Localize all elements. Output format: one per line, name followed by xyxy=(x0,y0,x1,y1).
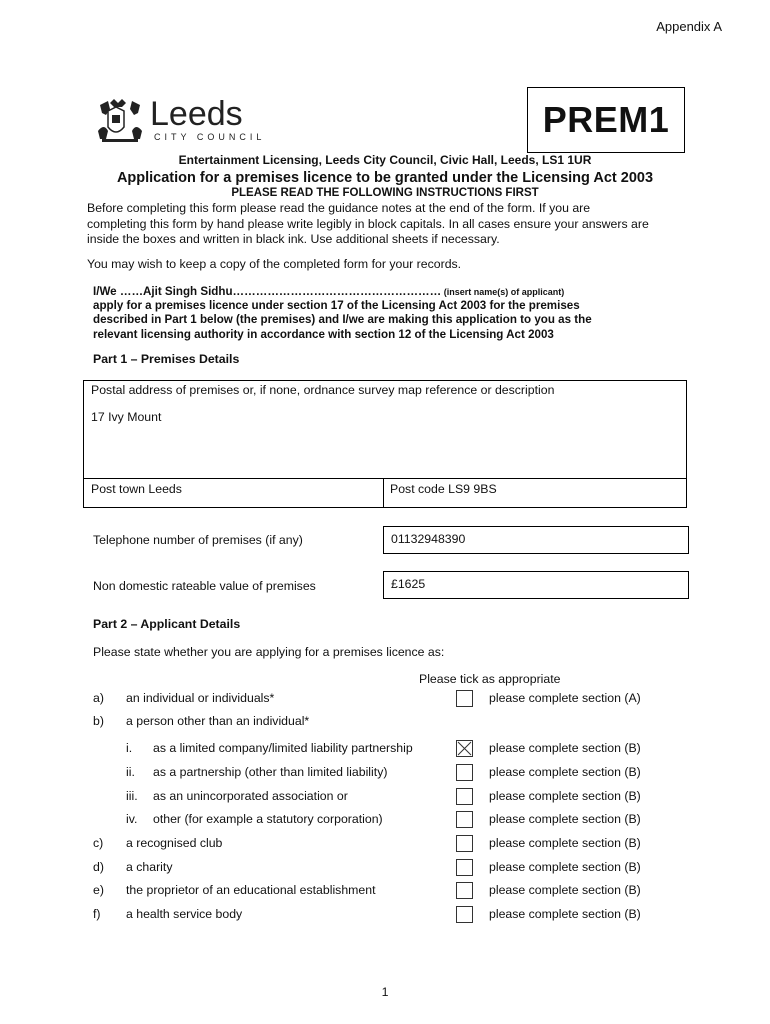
copy-note: You may wish to keep a copy of the completed form for your records. xyxy=(87,257,462,271)
option-section: please complete section (B) xyxy=(489,836,641,850)
telephone-field[interactable]: 01132948390 xyxy=(383,526,689,554)
form-code: PREM1 xyxy=(542,99,670,140)
tick-header: Please tick as appropriate xyxy=(419,672,561,686)
option-checkbox[interactable] xyxy=(456,788,473,805)
option-section: please complete section (B) xyxy=(489,883,641,897)
cross-mark-icon xyxy=(457,741,472,756)
option-checkbox[interactable] xyxy=(456,690,473,707)
option-marker: f) xyxy=(93,907,101,921)
applicant-name-hint: (insert name(s) of applicant) xyxy=(441,287,565,297)
post-town-field[interactable]: Post town Leeds xyxy=(91,482,182,496)
logo-subtitle: CITY COUNCIL xyxy=(154,132,266,142)
part1-heading: Part 1 – Premises Details xyxy=(93,352,240,366)
table-divider xyxy=(84,478,686,479)
declaration-line: apply for a premises licence under section 17 of the Licensing Act 2003 for the premises xyxy=(93,299,580,313)
telephone-label: Telephone number of premises (if any) xyxy=(93,533,303,547)
option-marker: i. xyxy=(126,741,133,755)
option-checkbox[interactable] xyxy=(456,882,473,899)
applicant-declaration xyxy=(93,285,693,342)
option-checkbox[interactable] xyxy=(456,859,473,876)
option-marker: iv. xyxy=(126,812,138,826)
instructions-heading: PLEASE READ THE FOLLOWING INSTRUCTIONS FIRST xyxy=(231,187,539,199)
option-marker: b) xyxy=(93,714,104,728)
option-text: a health service body xyxy=(126,907,243,921)
option-text: a person other than an individual* xyxy=(126,714,310,728)
option-section: please complete section (B) xyxy=(489,765,641,779)
part2-heading: Part 2 – Applicant Details xyxy=(93,617,241,631)
premises-address-label: Postal address of premises or, if none, ordnance survey map reference or description xyxy=(91,383,555,397)
premises-address-table xyxy=(83,380,687,508)
applicant-name-line[interactable]: I/We ……Ajit Singh Sidhu……………………………………………… xyxy=(93,285,442,298)
intro-line: completing this form by hand please write legibly in block capitals. In all cases ensure your answers are xyxy=(87,216,649,231)
option-marker: c) xyxy=(93,836,104,850)
option-marker: ii. xyxy=(126,765,135,779)
option-checkbox[interactable] xyxy=(456,835,473,852)
rateable-value-label: Non domestic rateable value of premises xyxy=(93,579,316,593)
option-checkbox-checked[interactable] xyxy=(456,740,473,757)
rateable-value-field[interactable]: £1625 xyxy=(383,571,689,599)
option-section: please complete section (B) xyxy=(489,789,641,803)
option-text: a charity xyxy=(126,860,173,874)
option-section: please complete section (B) xyxy=(489,741,641,755)
intro-line: inside the boxes and written in black ink. Use additional sheets if necessary. xyxy=(87,232,500,246)
intro-line: Before completing this form please read the guidance notes at the end of the form. If you are xyxy=(87,201,591,215)
option-text: an individual or individuals* xyxy=(126,691,275,705)
leeds-city-council-logo xyxy=(96,97,268,145)
page-number: 1 xyxy=(381,985,389,999)
declaration-line: described in Part 1 below (the premises) and I/we are making this application to you as the xyxy=(93,313,592,327)
option-checkbox[interactable] xyxy=(456,811,473,828)
option-text: as a partnership (other than limited liability) xyxy=(153,765,388,779)
option-checkbox[interactable] xyxy=(456,764,473,781)
option-marker: iii. xyxy=(126,789,138,803)
option-section: please complete section (B) xyxy=(489,812,641,826)
premises-address-field[interactable]: 17 Ivy Mount xyxy=(91,410,162,424)
option-text: the proprietor of an educational establishment xyxy=(126,883,376,897)
licensing-address: Entertainment Licensing, Leeds City Council, Civic Hall, Leeds, LS1 1UR xyxy=(178,153,592,167)
option-checkbox[interactable] xyxy=(456,906,473,923)
option-marker: a) xyxy=(93,691,104,705)
option-text: a recognised club xyxy=(126,836,223,850)
application-title: Application for a premises licence to be granted under the Licensing Act 2003 xyxy=(116,170,654,186)
table-divider-vertical xyxy=(383,478,384,507)
declaration-line: relevant licensing authority in accordance with section 12 of the Licensing Act 2003 xyxy=(93,327,554,341)
option-section: please complete section (A) xyxy=(489,691,641,705)
option-section: please complete section (B) xyxy=(489,860,641,874)
option-marker: e) xyxy=(93,883,104,897)
post-code-field[interactable]: Post code LS9 9BS xyxy=(390,482,497,496)
option-text: as an unincorporated association or xyxy=(153,789,348,803)
option-section: please complete section (B) xyxy=(489,907,641,921)
appendix-label: Appendix A xyxy=(656,19,722,34)
logo-wordmark: Leeds xyxy=(150,95,243,133)
intro-paragraph xyxy=(87,201,707,248)
applicant-type-question: Please state whether you are applying for a premises licence as: xyxy=(93,645,445,659)
option-marker: d) xyxy=(93,860,104,874)
option-text: other (for example a statutory corporation) xyxy=(153,812,383,826)
form-code-box xyxy=(527,87,685,153)
option-text: as a limited company/limited liability partnership xyxy=(153,741,413,755)
